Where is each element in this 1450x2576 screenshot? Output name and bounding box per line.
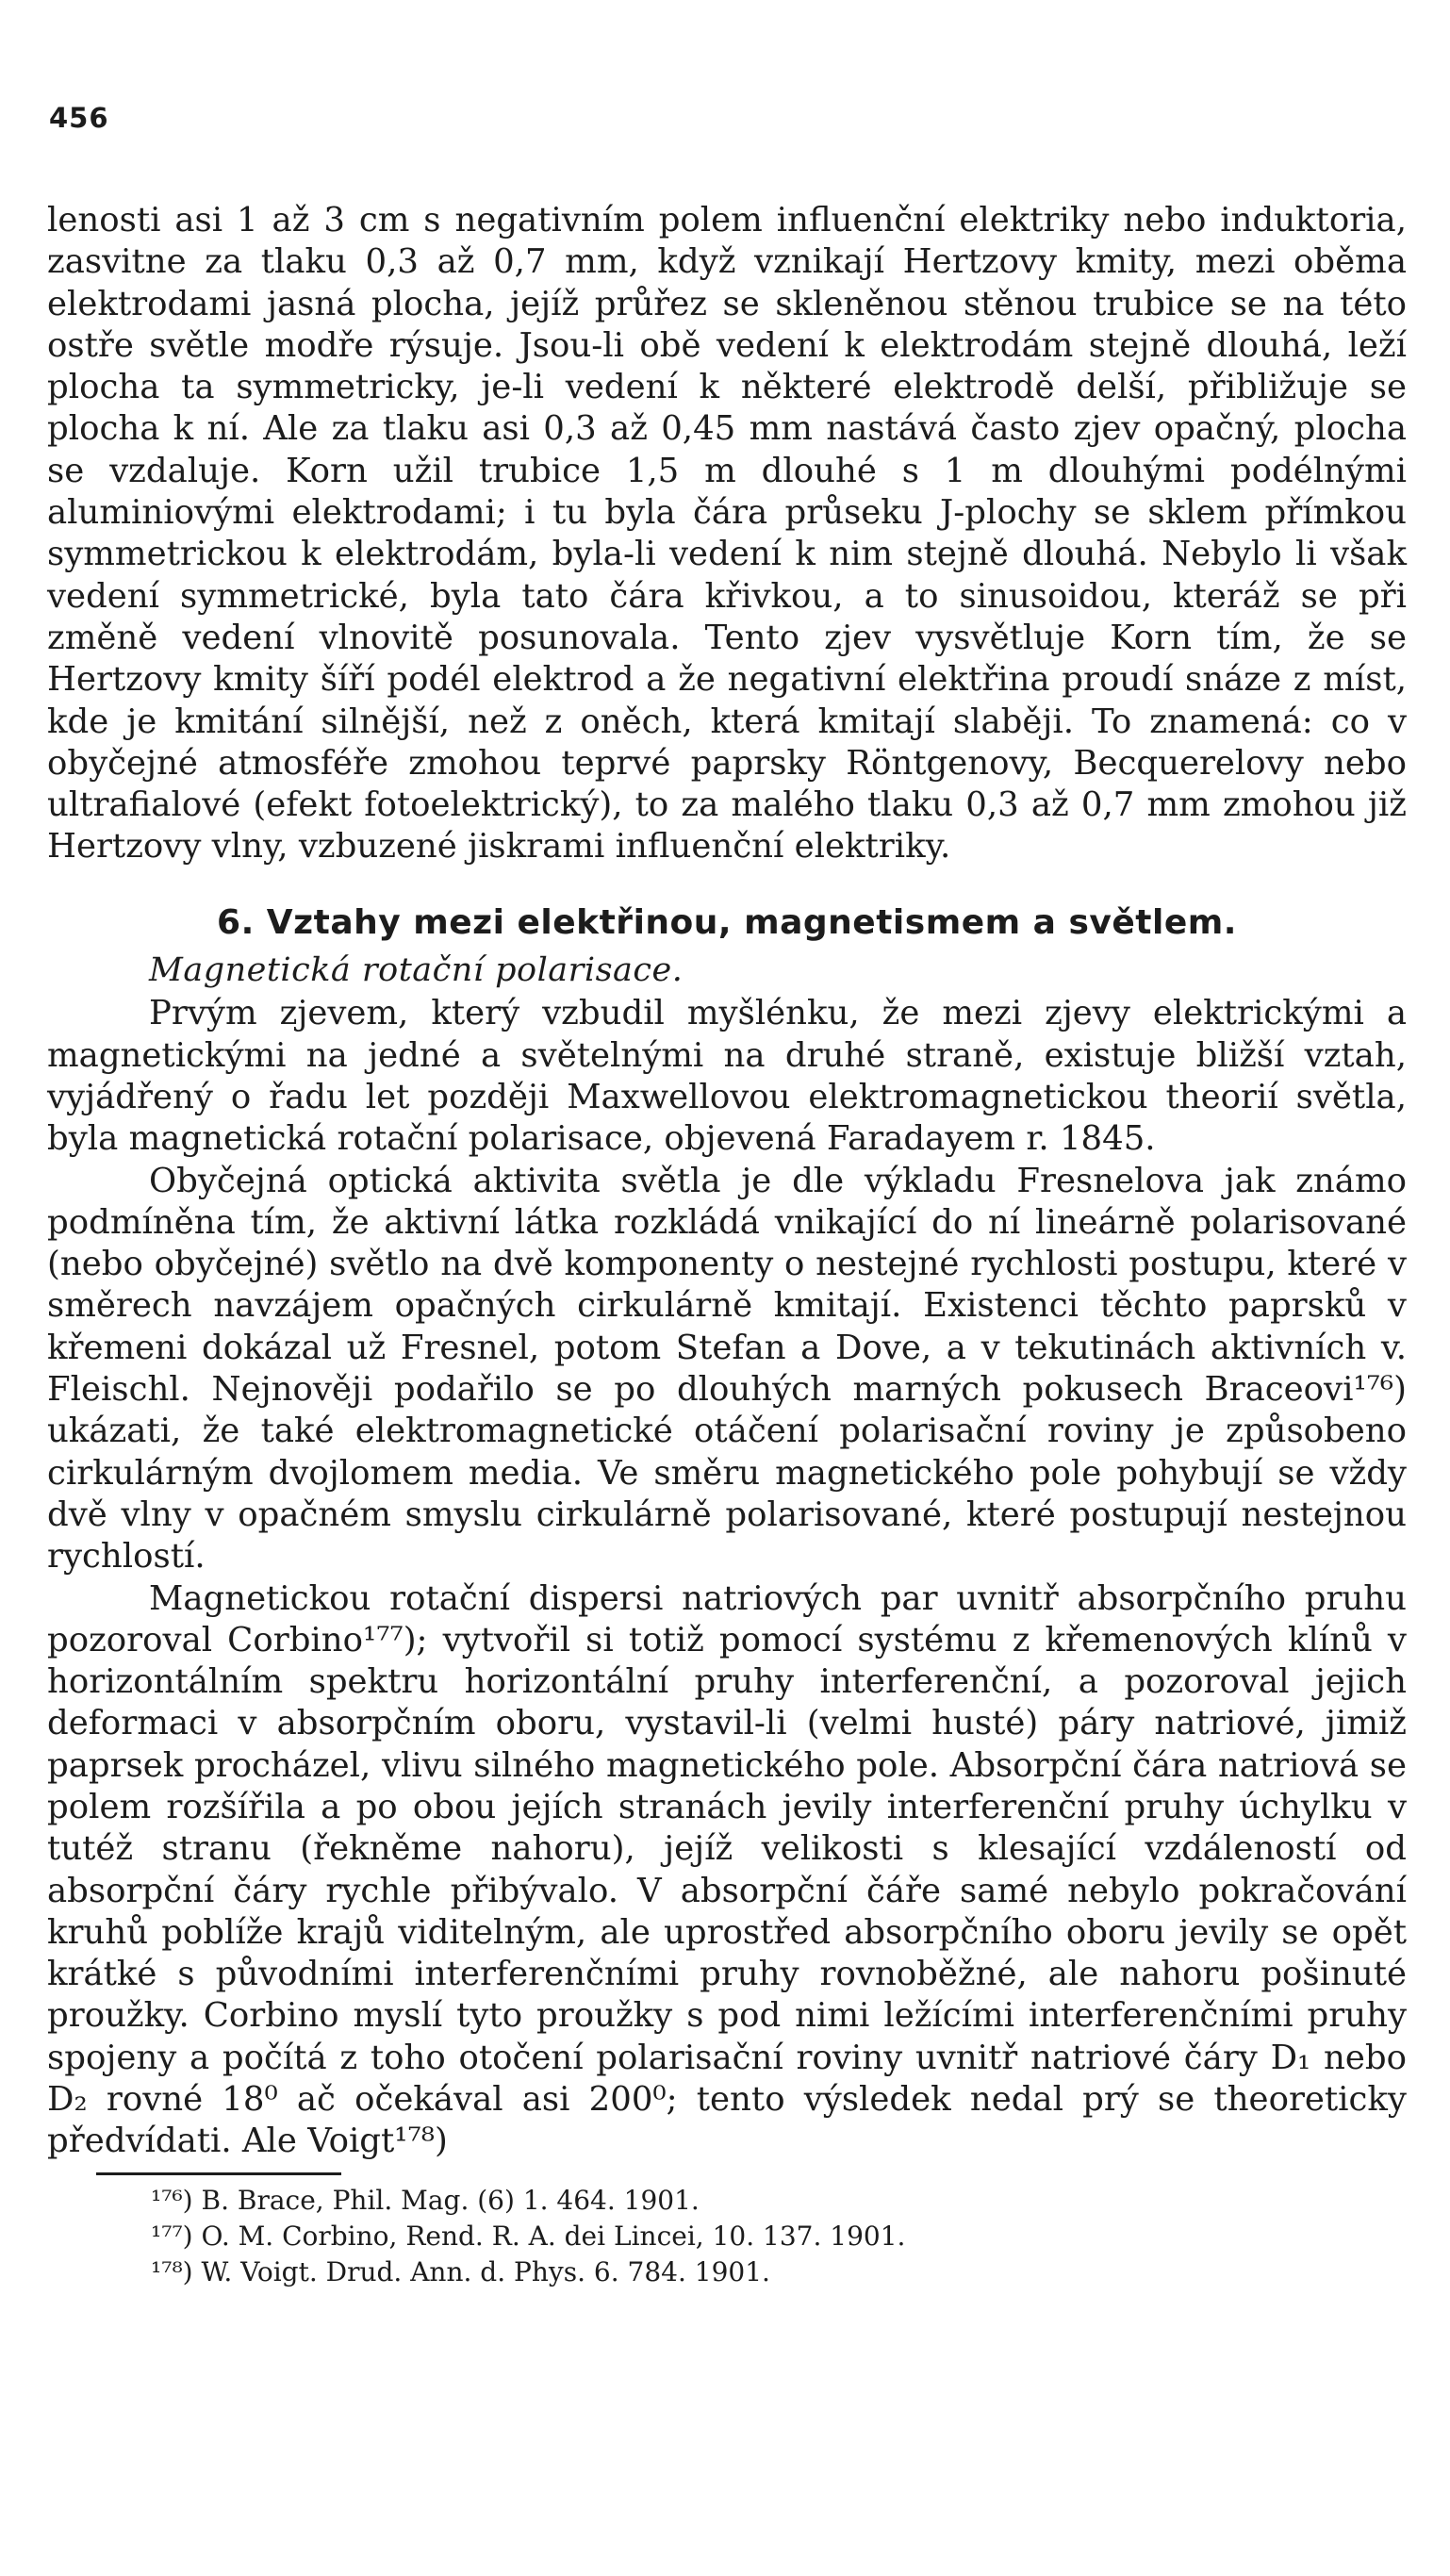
paragraph-3: Magnetickou rotační dispersi natriových par uvnitř absorpčního pruhu pozoroval Corbino¹⁷⁷); vytvořil si totiž pomocí systému z křemenových klínů v horizontálním spektru horizontální pruhy interferenční, a pozoroval jejich deformaci v absorpčním oboru, vystavil-li (velmi husté) páry natriové, jimiž paprsek procházel, vlivu silného magnetického pole. Absorpční čára natriová se polem rozšířila a po obou jejích stranách jevily interferenční pruhy úchylku v tutéž stranu (řekněme nahoru), jejíž velikosti s klesající vzdáleností od absorpční čáry rychle přibývalo. V absorpční čáře samé nebylo pokračování kruhů poblíže krajů viditelným, ale uprostřed absorpčního oboru jevily se opět krátké s původními interferenčními pruhy rovnoběžné, ale nahoru pošinuté proužky. Corbino myslí tyto proužky s pod nimi ležícími interferenčními pruhy spojeny a počítá z toho otočení polarisační roviny uvnitř natriové čáry D₁ nebo D₂ rovné 18⁰ ač očekával asi 200⁰; tento výsledek nedal prý se theoreticky předvídati. Ale Voigt¹⁷⁸) <box>47 1578 1407 2161</box>
section-heading: 6. Vztahy mezi elektřinou, magnetismem a světlem. <box>217 902 1237 942</box>
footnotes <box>47 2183 1407 2290</box>
paragraph-2: Obyčejná optická aktivita světla je dle výkladu Fresnelova jak známo podmíněna tím, že aktivní látka rozkládá vnikající do ní lineárně polarisované (nebo obyčejné) světlo na dvě komponenty o nestejné rychlosti postupu, které v směrech navzájem opačných cirkulárně kmitají. Existenci těchto paprsků v křemeni dokázal už Fresnel, potom Stefan a Dove, a v tekutinách aktivních v. Fleischl. Nejnověji podařilo se po dlouhých marných pokusech Braceovi¹⁷⁶) ukázati, že také elektromagnetické otáčení polarisační roviny je způsobeno cirkulárným dvojlomem media. Ve směru magnetického pole pohybují se vždy dvě vlny v opačném smyslu cirkulárně polarisované, které postupují nestejnou rychlostí. <box>47 1161 1407 1577</box>
section-subheading: Magnetická rotační polarisace. <box>149 951 684 990</box>
paragraph-1: Prvým zjevem, který vzbudil myšlénku, že mezi zjevy elektrickými a magnetickými na jedné a světelnými na druhé straně, existuje bližší vztah, vyjádřený o řadu let později Maxwellovou elektromagnetickou theorií světla, byla magnetická rotační polarisace, objevená Faradayem r. 1845. <box>47 994 1407 1159</box>
paragraph-intro: lenosti asi 1 až 3 cm s negativním polem influenční elektriky nebo induktoria, zasvitne za tlaku 0,3 až 0,7 mm, když vznikají Hertzovy kmity, mezi oběma elektrodami jasná plocha, jejíž průřez se skleněnou stěnou trubice se na této ostře světle modře rýsuje. Jsou-li obě vedení k elektrodám stejně dlouhá, leží plocha ta symmetricky, je-li vedení k některé elektrodě delší, přibližuje se plocha k ní. Ale za tlaku asi 0,3 až 0,45 mm nastává často zjev opačný, plocha se vzdaluje. Korn užil trubice 1,5 m dlouhé s 1 m dlouhými podélnými aluminiovými elektrodami; i tu byla čára průseku J-plochy se sklem přímkou symmetrickou k elektrodám, byla-li vedení k nim stejně dlouhá. Nebylo li však vedení symmetrické, byla tato čára křivkou, a to sinusoidou, kteráž se při změně vedení vlnovitě posunovala. Tento zjev vysvětluje Korn tím, že se Hertzovy kmity šíří podél elektrod a že negativní elektřina proudí snáze z míst, kde je kmitání silnější, než z oněch, která kmitají slaběji. To znamená: co v obyčejné atmosféře zmohou teprvé paprsky Röntgenovy, Becquerelovy nebo ultrafialové (efekt fotoelektrický), to za malého tlaku 0,3 až 0,7 mm zmohou již Hertzovy vlny, vzbuzené jiskrami influenční elektriky. <box>47 201 1407 867</box>
page-number: 456 <box>49 102 109 134</box>
footnote-176: ¹⁷⁶) B. Brace, Phil. Mag. (6) 1. 464. 1901. <box>151 2184 700 2216</box>
footnote-177: ¹⁷⁷) O. M. Corbino, Rend. R. A. dei Lincei, 10. 137. 1901. <box>151 2220 906 2252</box>
page-content <box>47 200 1407 2290</box>
footnote-178: ¹⁷⁸) W. Voigt. Drud. Ann. d. Phys. 6. 784. 1901. <box>151 2255 770 2287</box>
footnote-divider <box>96 2172 341 2175</box>
